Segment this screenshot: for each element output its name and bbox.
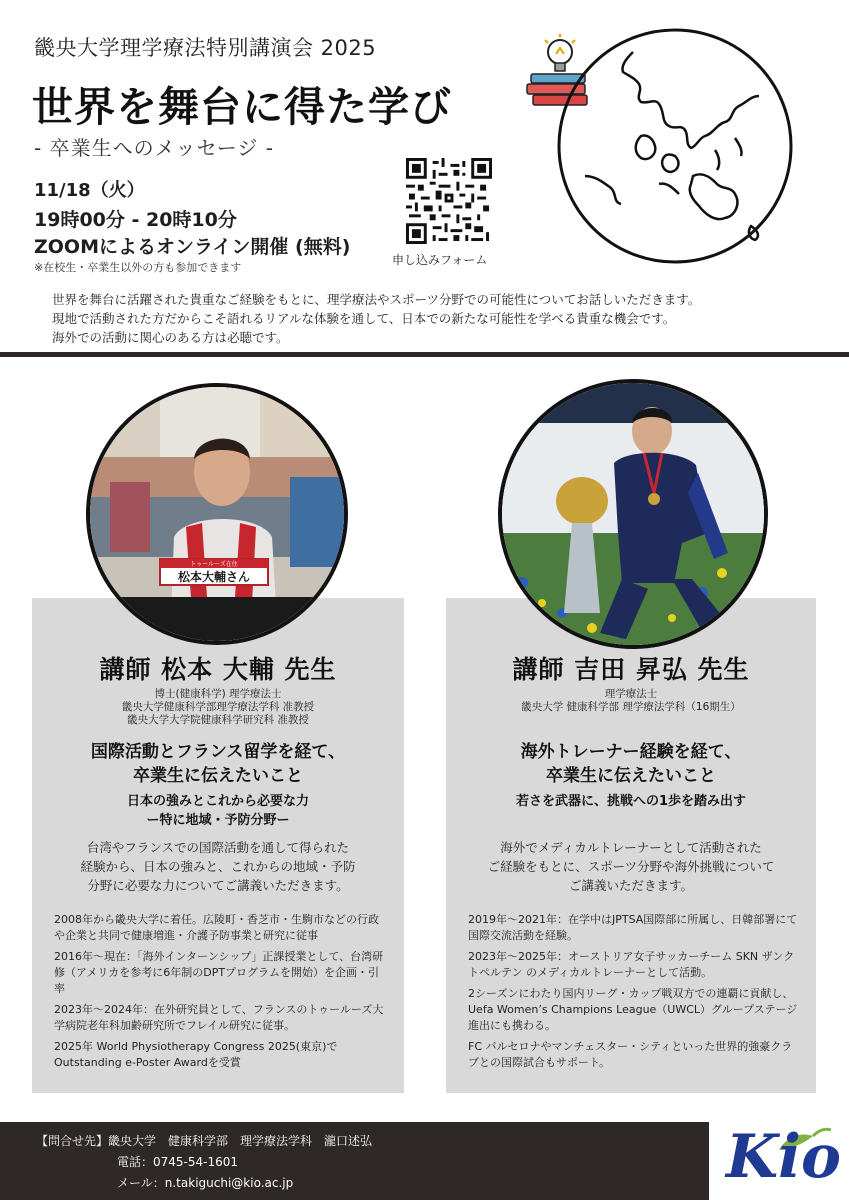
bio-entry: 2023年〜2024年：在外研究員として、フランスのトゥールーズ大学病院老年科加齢研究所でフレイル研究に従事。 [54, 1003, 384, 1032]
description-line: 分野に必要な力についてご講義いただきます。 [87, 878, 349, 893]
theme-line: 国際活動とフランス留学を経て、 [90, 742, 346, 762]
lecture-theme [446, 740, 816, 788]
speaker-photo-matsumoto [86, 383, 348, 645]
lecture-subtheme [446, 792, 816, 811]
event-series: 畿央大学理学療法特別講演会 2025 [34, 36, 377, 60]
bio-entry: 2025年 World Physiotherapy Congress 2025(東京)でOutstanding e-Poster Awardを受賞 [54, 1040, 338, 1069]
description-line: 経験から、日本の強みと、これからの地域・予防 [80, 859, 356, 874]
speaker-bio [468, 912, 803, 1076]
description-line: 海外でメディカルトレーナーとして活動された [500, 840, 762, 855]
speaker-credentials [446, 688, 816, 714]
theme-line: 海外トレーナー経験を経て、 [520, 742, 742, 762]
lecture-theme [32, 740, 404, 788]
nameplate-text: 松本大輔さん [177, 570, 251, 584]
qr-code[interactable] [406, 158, 492, 244]
header-section [0, 0, 849, 352]
kio-logo[interactable]: Kio [726, 1122, 841, 1192]
lecture-description [446, 838, 816, 895]
intro-line: 現地で活動された方だからこそ語れるリアルな体験を通して、日本での新たな可能性を学べる貴重な機会です。 [52, 311, 676, 326]
intro-text [52, 290, 812, 347]
contact-email[interactable]: メール：n.takiguchi@kio.ac.jp [117, 1176, 294, 1190]
page-title: 世界を舞台に得た学び [32, 83, 452, 131]
speaker-card-matsumoto [32, 598, 404, 1093]
description-line: ご講義いただきます。 [568, 878, 693, 893]
contact-person: 【問合せ先】畿央大学 健康科学部 理学療法学科 瀧口述弘 [36, 1134, 373, 1148]
speaker-bio [54, 912, 389, 1076]
credential-line: 畿央大学健康科学部理学療法学科 准教授 [121, 701, 315, 713]
page-subtitle: - 卒業生へのメッセージ - [34, 136, 274, 160]
event-venue: ZOOMによるオンライン開催 (無料) [34, 236, 351, 258]
contact-phone[interactable]: 電話：0745-54-1601 [117, 1155, 239, 1169]
bio-entry: 2019年〜2021年：在学中はJPTSA国際部に所属し、日韓部署にて国際交流活動を経験。 [468, 913, 798, 942]
subtheme-line: 日本の強みとこれから必要な力 [126, 794, 309, 809]
credential-line: 理学療法士 [604, 688, 658, 700]
speaker-credentials [32, 688, 404, 727]
nameplate-small-text: トゥールーズ在住 [190, 561, 238, 568]
subtheme-line: 若さを武器に、挑戦への1歩を踏み出す [515, 794, 747, 809]
event-time: 19時00分 - 20時10分 [34, 209, 237, 231]
credential-line: 畿央大学 健康科学部 理学療法学科（16期生） [521, 701, 741, 713]
globe-icon [555, 26, 795, 266]
bio-entry: 2008年から畿央大学に着任。広陵町・香芝市・生駒市などの行政や企業と共同で健康増進・介護予防事業と研究に従事 [54, 913, 379, 942]
lecture-description [32, 838, 404, 895]
speaker-card-yoshida [446, 598, 816, 1093]
speaker-name: 講師 吉田 昇弘 先生 [512, 655, 750, 684]
bio-entry: 2シーズンにわたり国内リーグ・カップ戦双方での連覇に貢献し、Uefa Women’s Champions League（UWCL）グループステージ進出にも携わる。 [468, 987, 798, 1032]
theme-line: 卒業生に伝えたいこと [133, 766, 303, 786]
intro-line: 世界を舞台に活躍された貴重なご経験をもとに、理学療法やスポーツ分野での可能性についてお話しいただきます。 [52, 292, 701, 307]
description-line: ご経験をもとに、スポーツ分野や海外挑戦について [487, 859, 775, 874]
description-line: 台湾やフランスでの国際活動を通して得られた [86, 840, 350, 855]
speaker-name: 講師 松本 大輔 先生 [99, 655, 337, 684]
intro-line: 海外での活動に関心のある方は必聴です。 [52, 330, 289, 345]
eligibility-note: ※在校生・卒業生以外の方も参加できます [34, 261, 242, 274]
subtheme-line: ー特に地域・予防分野ー [146, 813, 290, 828]
bio-entry: FC バルセロナやマンチェスター・シティといった世界的強豪クラブとの国際試合もサポート。 [468, 1040, 793, 1069]
qr-caption: 申し込みフォーム [392, 253, 488, 267]
credential-line: 畿央大学大学院健康科学研究科 准教授 [127, 714, 309, 726]
speaker-photo-yoshida [498, 379, 768, 649]
credential-line: 博士(健康科学) 理学療法士 [154, 688, 282, 700]
section-divider [0, 352, 849, 357]
bio-entry: 2016年〜現在：「海外インターンシップ」正課授業として、台湾研修（アメリカを参考に6年制のDPTプログラムを開始）を企画・引率 [54, 950, 384, 995]
theme-line: 卒業生に伝えたいこと [546, 766, 716, 786]
lecture-subtheme [32, 792, 404, 830]
event-date: 11/18（火） [34, 180, 145, 201]
bio-entry: 2023年〜2025年：オーストリア女子サッカーチーム SKN ザンクトペルテン のメディカルトレーナーとして活動。 [468, 950, 795, 979]
